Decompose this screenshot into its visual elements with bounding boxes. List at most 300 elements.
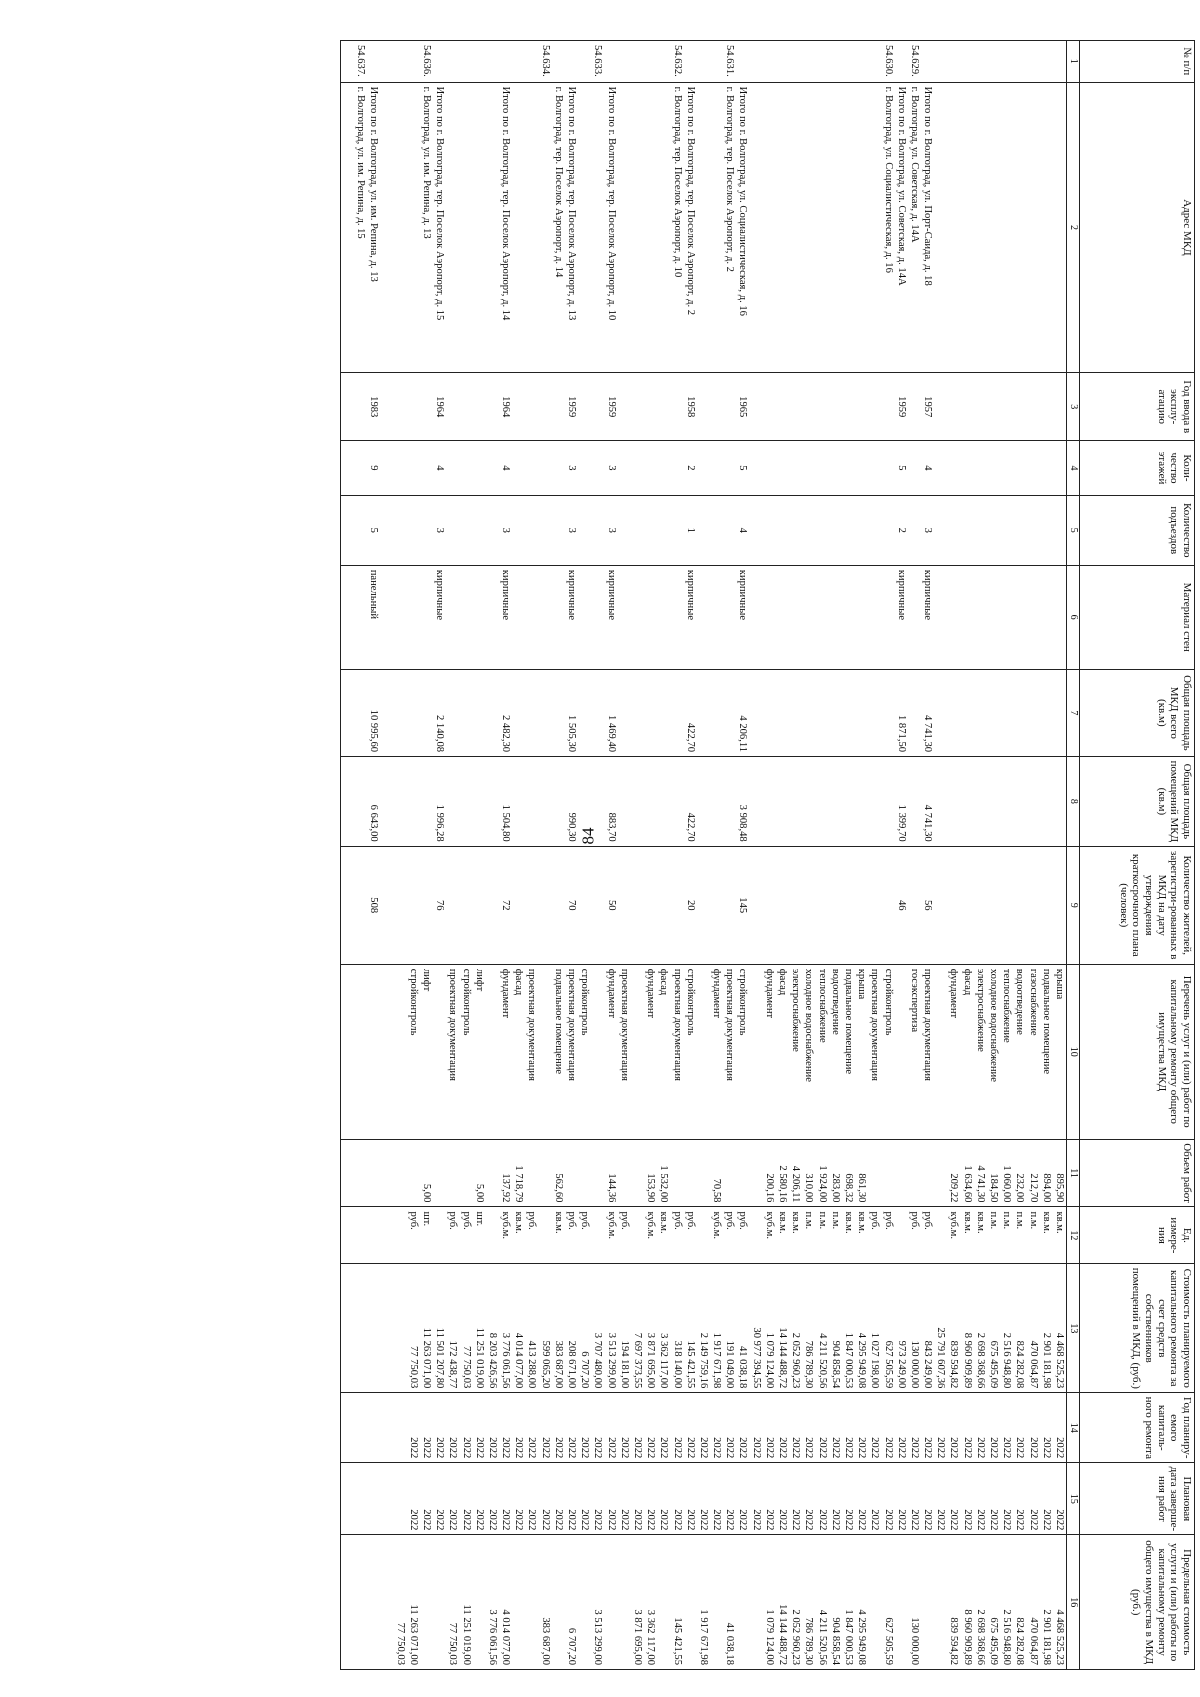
table-cell: г. Волгоград, ул. Советская, д. 14А [908,86,920,243]
table-cell [1040,87,1053,369]
table-cell [829,761,842,842]
table-cell: 283,00 [829,1173,841,1203]
table-cell [697,761,710,842]
table-cell: проектная документация [618,968,630,1081]
table-cell [657,1539,670,1665]
column-number: 11 [1067,1139,1080,1207]
table-cell [446,500,459,561]
table-cell: 2022 [829,1509,841,1531]
table-cell [578,377,591,436]
table-cell: проектная документация [869,968,881,1081]
table-cell: 990,30 [566,812,578,842]
table-cell [407,674,420,752]
table-cell: 5 [368,527,380,533]
table-cell: 54.632. [671,45,683,77]
table-cell: 54.637. [355,45,367,77]
table-cell [380,1268,393,1388]
table-cell: п.м. [803,1211,815,1230]
table-cell [631,500,644,561]
table-cell: 2022 [513,1437,525,1459]
table-cell: 145 421,55 [671,1617,683,1665]
col-total-area [340,669,1066,756]
table-cell: 4 211 520,56 [816,1609,828,1665]
table-cell [855,674,868,752]
table-cell [354,761,367,842]
table-cell: 786 789,30 [803,1340,815,1389]
table-cell [815,45,828,78]
table-cell: 2022 [1014,1509,1026,1531]
table-cell [552,851,565,960]
column-number: 8 [1067,757,1080,847]
table-cell [591,1144,604,1203]
table-cell [895,969,908,1135]
table-cell [512,445,525,491]
table-cell: 2022 [552,1509,564,1531]
table-cell [802,851,815,960]
table-cell [789,570,802,665]
table-cell: руб. [869,1211,881,1230]
table-cell: 2022 [566,1437,578,1459]
table-cell [1000,674,1013,752]
table-cell: 2022 [1054,1437,1065,1459]
table-cell [802,377,815,436]
table-cell [591,570,604,665]
table-cell [1000,851,1013,960]
table-cell [974,45,987,78]
table-cell [354,500,367,561]
header-cell: Материал стен [1080,565,1195,669]
table-cell: 209,22 [948,1173,960,1203]
table-cell: 1 060,00 [1001,1165,1013,1203]
table-cell: 2022 [447,1437,459,1459]
table-cell: 470 064,87 [1027,1617,1039,1665]
table-cell: кв.м. [843,1211,854,1234]
table-cell [934,1211,947,1259]
table-cell [868,1144,881,1203]
table-cell [380,1539,393,1665]
table-cell [525,1144,538,1203]
col-number [340,41,1066,83]
table-cell [750,1211,763,1259]
table-cell [604,1539,617,1665]
table-cell [776,445,789,491]
table-cell [539,377,552,436]
table-cell [473,570,486,665]
table-cell: 11 263 071,00 [407,1604,419,1665]
table-cell [367,1397,380,1458]
table-cell [697,1211,710,1259]
table-cell: 2022 [750,1509,762,1531]
table-cell [459,1144,472,1203]
table-cell: Итого по г. Волгоград, тер. Поселок Аэропорт, д. 14 [500,86,512,321]
table-cell: 4 211 520,56 [816,1333,828,1389]
table-cell [367,45,380,78]
column-number: 3 [1067,373,1080,441]
table-cell: кв.м. [974,1211,986,1234]
table-cell [842,87,855,369]
table-cell: 422,70 [684,722,696,753]
table-cell [881,500,894,561]
col-address [340,82,1066,373]
table-cell [1013,500,1026,561]
table-cell: руб. [447,1211,459,1230]
table-cell [947,761,960,842]
table-cell [367,1211,380,1259]
table-cell: Итого по г. Волгоград, ул. им. Репина, д. 13 [368,86,380,282]
table-cell [670,1144,683,1203]
table-cell [763,445,776,491]
table-cell: фундамент [645,968,657,1019]
table-cell [354,851,367,960]
table-cell: 1964 [500,396,512,418]
table-cell [446,87,459,369]
table-cell: фасад [658,968,670,996]
table-cell [815,445,828,491]
table-cell [723,674,736,752]
table-cell [380,500,393,561]
table-cell [512,674,525,752]
table-cell [961,761,974,842]
table-cell [987,761,1000,842]
table-cell: 1 847 000,53 [843,1609,854,1665]
table-cell [750,851,763,960]
table-cell [829,851,842,960]
table-cell: 184,50 [988,1173,1000,1203]
table-cell [591,969,604,1135]
table-cell: 3 [605,527,617,533]
table-cell [618,377,631,436]
table-cell: фундамент [711,968,723,1019]
table-cell [459,674,472,752]
table-cell: 30 977 394,55 [750,1327,762,1389]
table-cell [420,500,433,561]
table-cell [750,1144,763,1203]
table-cell [367,969,380,1135]
col-volume [340,1139,1066,1207]
table-cell [961,377,974,436]
table-cell: кв.м. [961,1211,973,1234]
header-cell: № п/п [1080,41,1195,83]
table-cell [407,570,420,665]
table-cell [895,1144,908,1203]
table-cell [934,761,947,842]
table-cell [961,570,974,665]
table-cell [525,1539,538,1665]
table-cell [393,761,406,842]
table-cell: 2 901 181,98 [1040,1332,1052,1389]
table-cell: 2022 [908,1509,920,1531]
table-cell: стройконтроль [882,968,894,1036]
table-cell: 4 741,30 [922,804,934,842]
table-cell: 2022 [605,1437,617,1459]
table-cell: 50 [605,899,617,911]
table-cell [697,377,710,436]
table-cell [486,45,499,78]
table-cell: п.м. [1001,1211,1013,1230]
table-cell [868,761,881,842]
table-cell: руб. [882,1211,894,1230]
table-cell [380,674,393,752]
table-cell: 2022 [988,1437,1000,1459]
table-cell [815,377,828,436]
table-cell [697,45,710,78]
table-cell [842,500,855,561]
table-cell [446,45,459,78]
table-cell [512,45,525,78]
table-cell: 1959 [605,396,617,418]
table-cell [815,570,828,665]
table-cell [512,377,525,436]
col-residents [340,846,1066,964]
table-cell [947,45,960,78]
table-cell: 4 206,11 [790,1165,802,1203]
table-cell [525,445,538,491]
header-cell: Год планиру-емого капиталь-ного ремонта [1080,1393,1195,1463]
table-cell [420,570,433,665]
table-cell: Итого по г. Волгоград, тер. Поселок Аэропорт, д. 15 [434,86,446,321]
table-cell [763,570,776,665]
table-cell [473,851,486,960]
table-cell: 2022 [974,1437,986,1459]
table-cell: 2022 [500,1509,512,1531]
table-cell [908,674,921,752]
table-cell [393,1397,406,1458]
table-cell [736,45,749,78]
table-cell: крыша [856,968,868,1000]
header-cell: Перечень услуг и (или) работ по капитальному ремонту общего имущества МКД [1080,964,1195,1139]
table-cell: 2022 [882,1509,894,1531]
table-cell [829,570,842,665]
table-cell: 2022 [843,1437,854,1459]
table-cell: 2022 [1027,1509,1039,1531]
table-cell [1053,570,1066,665]
table-cell [578,761,591,842]
table-cell [446,570,459,665]
table-cell [591,1211,604,1259]
table-cell [789,87,802,369]
table-cell [380,87,393,369]
table-cell [1026,45,1039,78]
header-cell: Коли-чество этажей [1080,441,1195,496]
table-cell: газоснабжение [1027,968,1039,1036]
table-cell [1040,377,1053,436]
table-cell [934,1144,947,1203]
table-cell: 46 [895,899,907,911]
table-cell: кирпичные [895,569,907,621]
column-number: 5 [1067,495,1080,565]
table-cell: 2 698 368,66 [974,1609,986,1665]
table-cell: 2022 [552,1437,564,1459]
table-cell: 1965 [737,396,749,418]
table-cell [539,1211,552,1259]
table-cell [657,377,670,436]
table-cell [987,674,1000,752]
table-cell: 2022 [1040,1437,1052,1459]
table-cell [1026,500,1039,561]
table-cell [670,761,683,842]
table-cell [855,500,868,561]
table-cell [618,1144,631,1203]
table-cell [961,674,974,752]
table-cell: 2022 [948,1509,960,1531]
header-cell: Адрес МКД [1080,82,1195,373]
table-cell [868,377,881,436]
table-cell: 2022 [737,1509,749,1531]
table-cell [947,500,960,561]
table-cell: 904 858,54 [829,1340,841,1389]
table-cell: 1 718,79 [513,1165,525,1203]
table-cell: 2022 [777,1509,789,1531]
table-cell: 2022 [447,1509,459,1531]
table-cell [407,87,420,369]
table-cell [380,761,393,842]
table-cell: кирпичные [922,569,934,621]
table-cell [578,1144,591,1203]
table-cell [829,87,842,369]
table-cell [974,500,987,561]
table-cell [908,445,921,491]
header-cell: Плановая дата заверше-ния работ [1080,1463,1195,1535]
table-cell: 2022 [421,1437,432,1459]
table-cell: 77 750,03 [394,1622,406,1665]
table-cell [1013,87,1026,369]
table-cell [763,674,776,752]
table-cell [763,377,776,436]
table-cell [934,674,947,752]
table-cell: 1 847 000,53 [843,1332,854,1389]
table-cell [776,45,789,78]
table-cell [446,761,459,842]
table-cell [618,45,631,78]
table-cell [934,377,947,436]
table-cell: 54.630. [882,45,894,77]
table-cell [407,445,420,491]
table-cell: 422,70 [684,812,696,842]
table-cell: 145 [737,897,749,914]
table-cell: 1 871,50 [895,714,907,753]
table-cell [1053,445,1066,491]
table-cell [934,851,947,960]
table-cell [644,674,657,752]
table-cell [750,1539,763,1665]
table-cell [393,570,406,665]
table-cell [393,87,406,369]
table-cell [763,761,776,842]
table-cell [473,87,486,369]
table-cell: 212,70 [1027,1173,1039,1203]
table-cell [1013,45,1026,78]
table-cell: 2022 [856,1437,868,1459]
header-cell: Количество жителей, зарегистри-рованных в МКД на дату утверждения краткосрочного плана (человек) [1080,846,1195,964]
table-cell: 2022 [632,1509,643,1531]
table-cell [1013,445,1026,491]
column-number: 14 [1067,1393,1080,1463]
table-cell [420,445,433,491]
table-cell [1000,445,1013,491]
table-cell: кв.м. [1040,1211,1052,1234]
table-cell: 2022 [724,1509,736,1531]
table-cell [1026,761,1039,842]
table-cell [974,851,987,960]
table-cell: куб.м. [763,1211,775,1240]
table-cell [657,445,670,491]
table-cell: 8 203 426,56 [486,1332,498,1389]
table-cell [578,570,591,665]
table-cell [420,674,433,752]
col-repair-year [340,1393,1066,1463]
table-cell: 25 791 607,36 [935,1327,947,1389]
table-cell [512,570,525,665]
table-cell: 2 052 960,23 [790,1332,802,1389]
table-cell: проектная документация [447,968,459,1081]
table-cell: 904 858,54 [829,1617,841,1665]
table-cell [631,969,644,1135]
table-cell [934,1539,947,1665]
table-cell: руб. [579,1211,591,1230]
table-cell [947,570,960,665]
table-cell [380,45,393,78]
table-cell: 2022 [658,1437,670,1459]
table-cell [486,761,499,842]
table-cell [842,377,855,436]
table-cell [341,87,354,369]
table-cell: 54.631. [724,45,736,77]
col-completion-date [340,1463,1066,1535]
table-cell: 77 750,03 [407,1345,419,1389]
table-cell [618,87,631,369]
table-cell [723,570,736,665]
table-cell: руб. [526,1211,538,1230]
page-number: 84 [578,827,598,845]
table-cell: 56 [922,899,934,911]
table-cell: кирпичные [605,569,617,621]
table-cell [420,761,433,842]
table-cell: 1 079 124,00 [763,1609,775,1665]
table-cell: кв.м. [658,1211,670,1234]
table-cell [710,445,723,491]
table-cell [631,445,644,491]
table-cell [473,761,486,842]
table-cell [512,500,525,561]
table-cell [354,674,367,752]
table-cell: 895,90 [1054,1173,1065,1203]
table-cell [947,851,960,960]
table-cell: 77 750,03 [447,1622,459,1665]
table-cell: г. Волгоград, тер. Поселок Аэропорт, д. 2 [724,86,736,272]
table-cell [578,1539,591,1665]
table-cell: холодное водоснабжение [988,968,1000,1082]
table-cell [1026,377,1039,436]
table-cell [552,377,565,436]
column-number: 12 [1067,1207,1080,1264]
table-cell [947,674,960,752]
table-cell: 2022 [803,1437,815,1459]
table-cell: 627 505,59 [882,1617,894,1665]
table-cell [473,1539,486,1665]
table-cell [776,851,789,960]
table-cell [539,761,552,842]
table-cell: п.м. [988,1211,1000,1230]
table-cell: 2 698 368,66 [974,1332,986,1389]
table-cell: 2022 [763,1437,775,1459]
table-cell [433,1539,446,1665]
table-cell [868,674,881,752]
table-cell: 3 513 299,00 [592,1609,604,1665]
table-cell [710,87,723,369]
table-cell [1053,851,1066,960]
table-cell [921,45,934,78]
table-cell: 1957 [922,396,934,418]
